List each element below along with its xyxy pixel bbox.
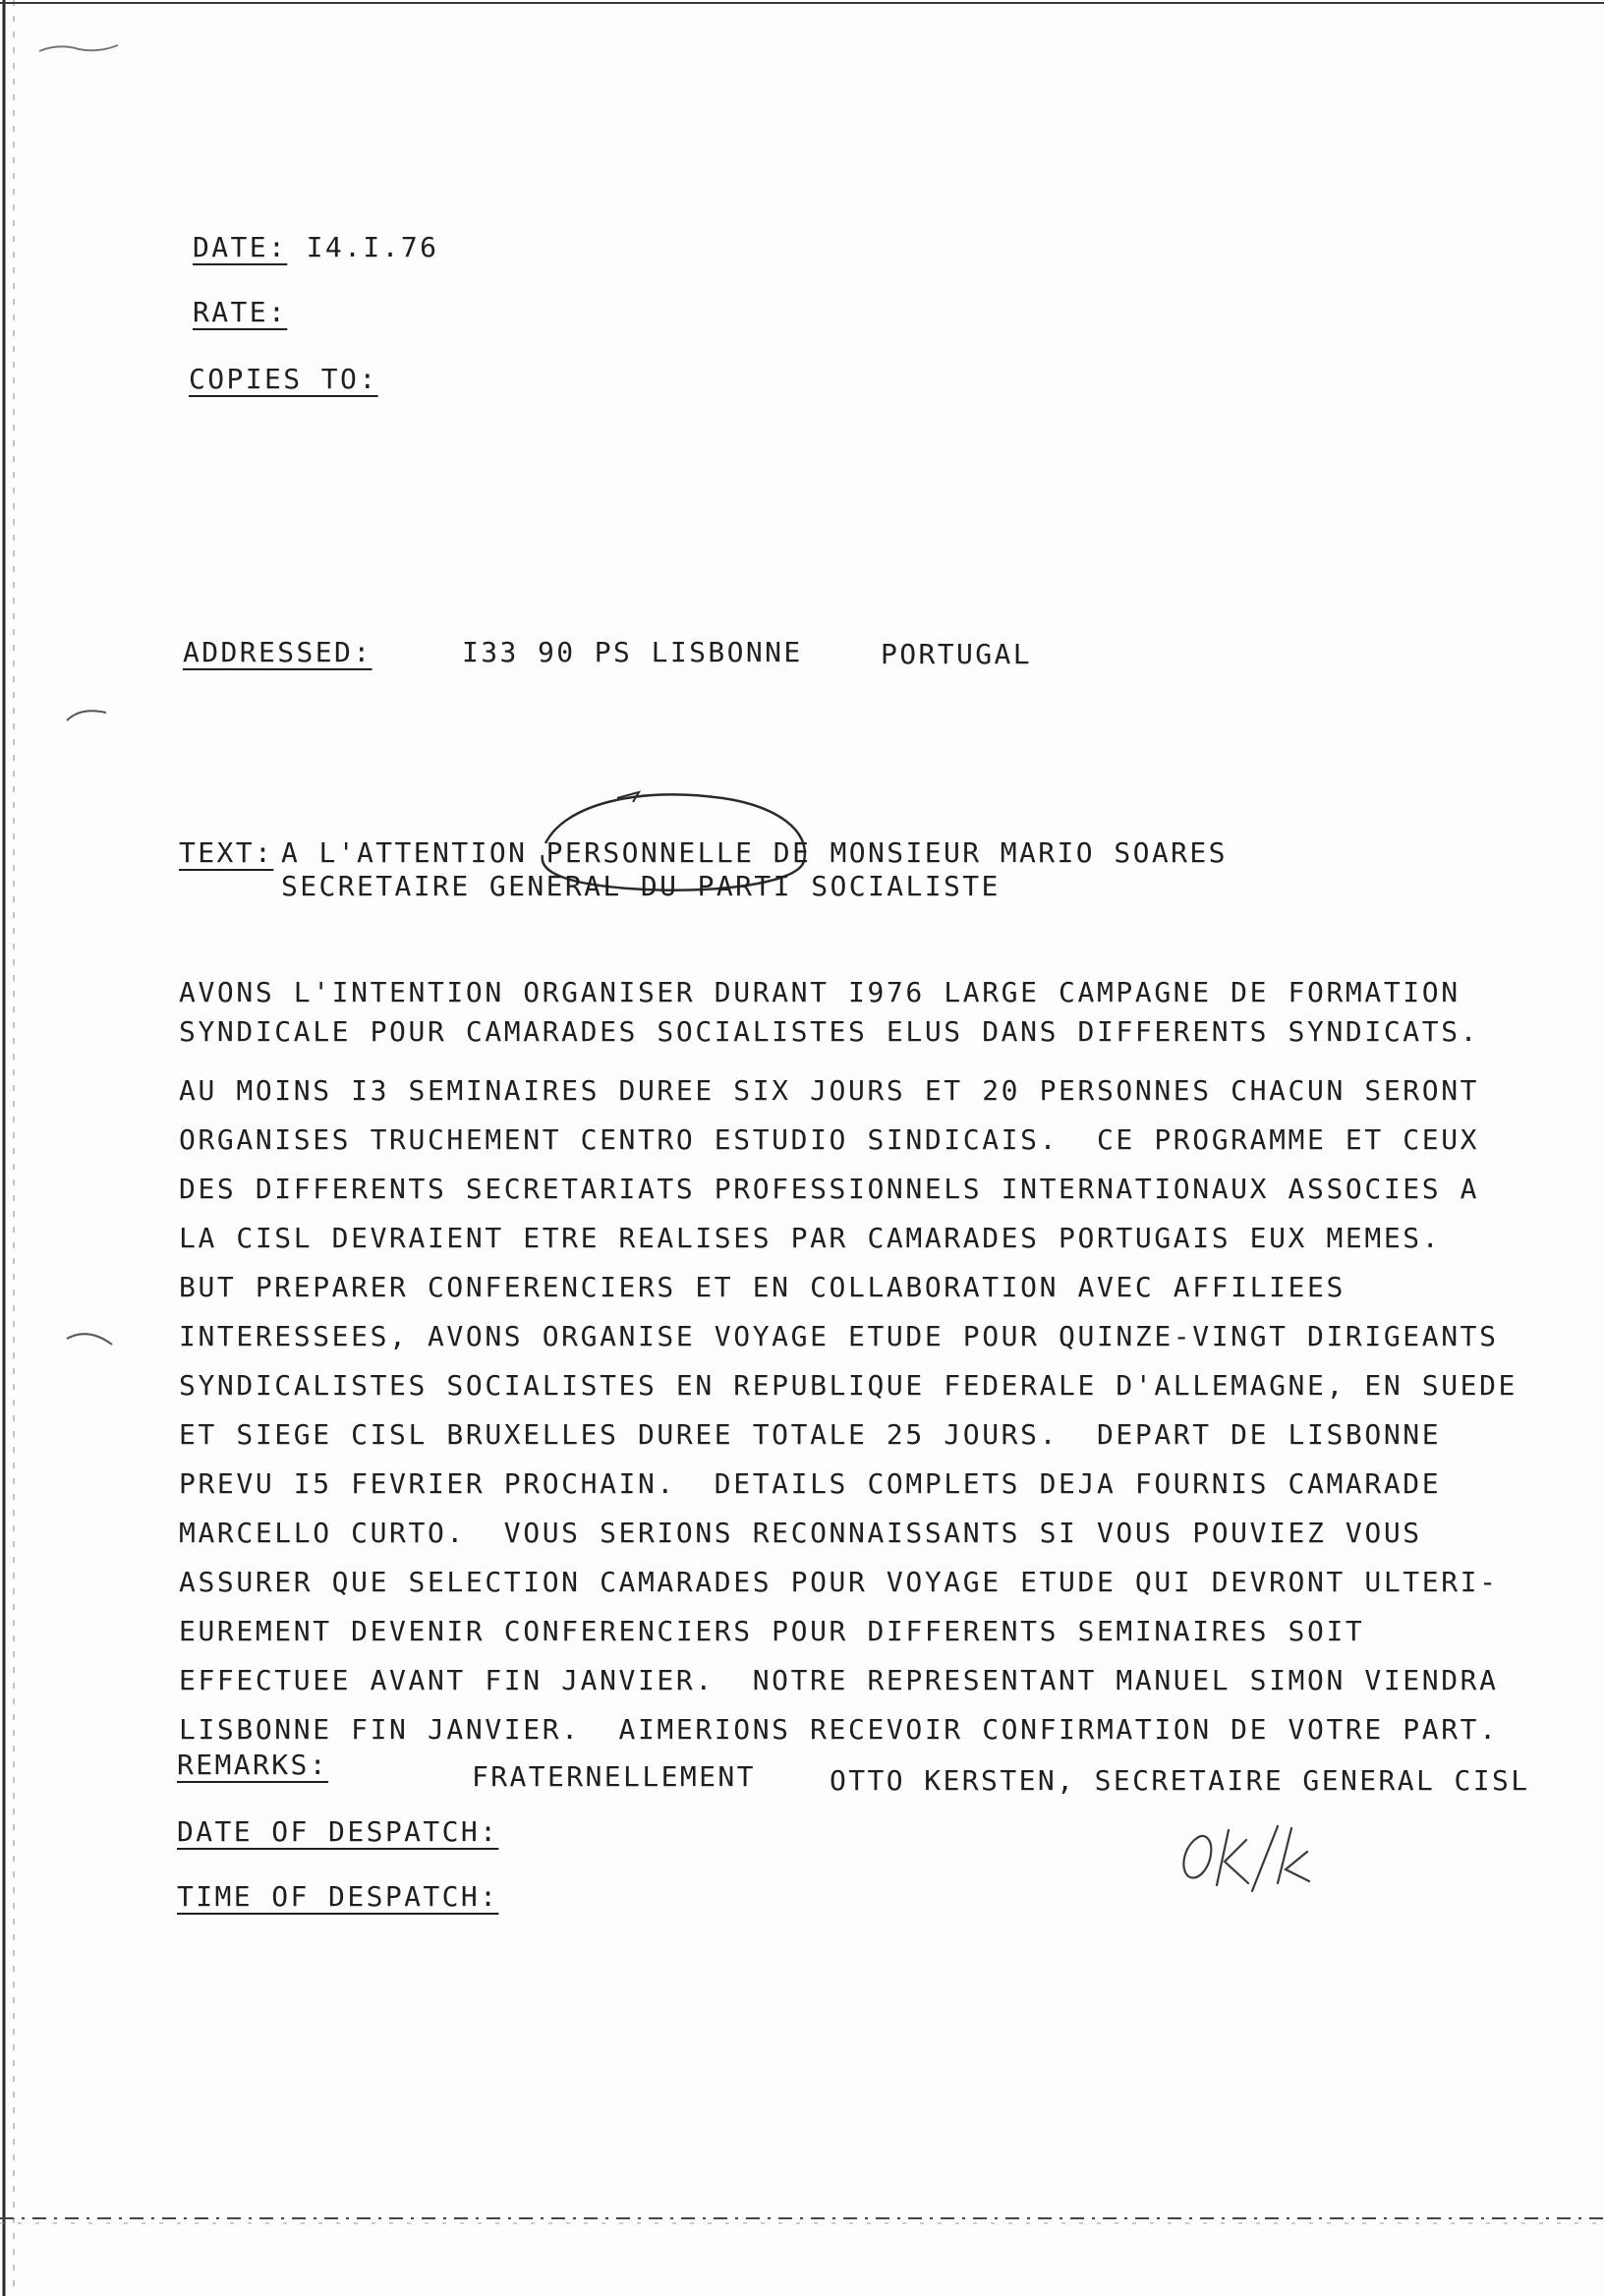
body-line: EUREMENT DEVENIR CONFERENCIERS POUR DIFFERENTS SEMINAIRES SOIT xyxy=(179,1615,1365,1647)
remarks-label: REMARKS: xyxy=(177,1749,329,1781)
attention-line-1: A L'ATTENTION PERSONNELLE DE MONSIEUR MARIO SOARES xyxy=(281,836,1228,869)
body-line: AVONS L'INTENTION ORGANISER DURANT I976 LARGE CAMPAGNE DE FORMATION xyxy=(179,976,1461,1008)
addressed-label: ADDRESSED: xyxy=(183,636,372,668)
addressed-label-wrap xyxy=(183,637,372,668)
body-line: EFFECTUEE AVANT FIN JANVIER. NOTRE REPRESENTANT MANUEL SIMON VIENDRA xyxy=(179,1664,1499,1696)
body-line: ORGANISES TRUCHEMENT CENTRO ESTUDIO SINDICAIS. CE PROGRAMME ET CEUX xyxy=(179,1123,1480,1156)
body-line: ASSURER QUE SELECTION CAMARADES POUR VOYAGE ETUDE QUI DEVRONT ULTERI- xyxy=(179,1566,1499,1598)
date-of-despatch-wrap xyxy=(177,1816,498,1848)
date-value: I4.I.76 xyxy=(306,231,439,263)
hole-mark-lower xyxy=(67,1334,112,1345)
body-line: PREVU I5 FEVRIER PROCHAIN. DETAILS COMPLETS DEJA FOURNIS CAMARADE xyxy=(179,1467,1442,1500)
date-label: DATE: xyxy=(193,231,288,263)
body-line: INTERESSEES, AVONS ORGANISE VOYAGE ETUDE POUR QUINZE-VINGT DIRIGEANTS xyxy=(179,1320,1499,1352)
date-field xyxy=(193,232,438,263)
body-line: LA CISL DEVRAIENT ETRE REALISES PAR CAMARADES PORTUGAIS EUX MEMES. xyxy=(179,1222,1442,1254)
time-of-despatch-wrap xyxy=(177,1881,498,1913)
body-line: BUT PREPARER CONFERENCIERS ET EN COLLABORATION AVEC AFFILIEES xyxy=(179,1271,1346,1303)
addressed-value: I33 90 PS LISBONNE xyxy=(462,636,803,668)
remarks-label-wrap xyxy=(177,1750,328,1781)
body-line: ET SIEGE CISL BRUXELLES DUREE TOTALE 25 JOURS. DEPART DE LISBONNE xyxy=(179,1418,1442,1451)
remarks-signatory: OTTO KERSTEN, SECRETAIRE GENERAL CISL xyxy=(830,1764,1530,1797)
date-of-despatch-label: DATE OF DESPATCH: xyxy=(177,1815,499,1848)
rate-field xyxy=(193,297,287,328)
handwritten-initials xyxy=(1183,1826,1309,1891)
body-line: SYNDICALE POUR CAMARADES SOCIALISTES ELUS DANS DIFFERENTS SYNDICATS. xyxy=(179,1015,1480,1048)
body-line: MARCELLO CURTO. VOUS SERIONS RECONNAISSANTS SI VOUS POUVIEZ VOUS xyxy=(179,1517,1422,1549)
body-line: SYNDICALISTES SOCIALISTES EN REPUBLIQUE FEDERALE D'ALLEMAGNE, EN SUEDE xyxy=(179,1369,1518,1402)
hole-mark-upper xyxy=(67,711,106,720)
top-smudge xyxy=(39,45,118,51)
addressed-country: PORTUGAL xyxy=(881,638,1033,670)
body-line: AU MOINS I3 SEMINAIRES DUREE SIX JOURS ET 20 PERSONNES CHACUN SERONT xyxy=(179,1074,1480,1107)
remarks-closing: FRATERNELLEMENT xyxy=(472,1760,756,1793)
body-line: DES DIFFERENTS SECRETARIATS PROFESSIONNELS INTERNATIONAUX ASSOCIES A xyxy=(179,1173,1480,1205)
body-line: LISBONNE FIN JANVIER. AIMERIONS RECEVOIR CONFIRMATION DE VOTRE PART. xyxy=(179,1713,1499,1746)
time-of-despatch-label: TIME OF DESPATCH: xyxy=(177,1880,499,1913)
text-label-wrap xyxy=(179,837,273,869)
attention-line-2: SECRETAIRE GENERAL DU PARTI SOCIALISTE xyxy=(281,870,1001,902)
text-label: TEXT: xyxy=(179,836,274,869)
circle-annotation-tick xyxy=(617,792,639,802)
rate-label: RATE: xyxy=(193,296,288,328)
copies-to-label: COPIES TO: xyxy=(189,363,378,395)
copies-to-field xyxy=(189,364,378,395)
